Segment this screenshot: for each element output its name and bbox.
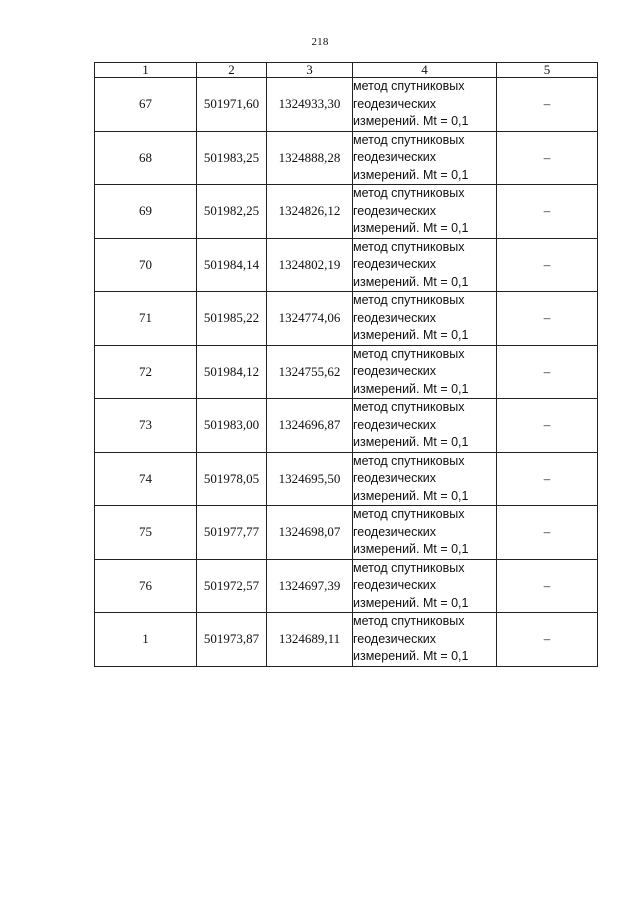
method-line: измерений. Mt = 0,1: [353, 328, 469, 342]
method-cell: [353, 238, 497, 292]
error-cell: –: [497, 238, 598, 292]
header-col-3: 3: [267, 63, 353, 78]
table-row: [95, 292, 598, 346]
method-line: геодезических: [353, 96, 437, 111]
method-line: геодезических: [353, 257, 437, 271]
method-line: метод спутниковых: [353, 400, 465, 414]
y-coordinate-cell: 1324802,19: [267, 238, 353, 292]
table-row: [95, 559, 598, 613]
x-coordinate-cell: 501972,57: [197, 559, 267, 613]
page-number: 218: [311, 36, 329, 48]
error-cell: –: [497, 559, 598, 613]
method-line: метод спутниковых: [353, 186, 465, 200]
method-cell: [353, 292, 497, 346]
error-cell: –: [497, 452, 598, 506]
x-coordinate-cell: 501984,12: [197, 345, 267, 399]
method-line: измерений. Mt = 0,1: [353, 167, 469, 182]
method-cell: [353, 399, 497, 453]
method-line: геодезических: [353, 310, 437, 325]
coordinates-table: [94, 62, 598, 667]
error-cell: –: [497, 292, 598, 346]
error-cell: –: [497, 345, 598, 399]
header-col-2: 2: [197, 63, 267, 78]
x-coordinate-cell: 501984,14: [197, 238, 267, 292]
table-row: [95, 452, 598, 506]
x-coordinate-cell: 501977,77: [197, 506, 267, 560]
error-cell: –: [497, 78, 598, 132]
x-coordinate-cell: 501982,25: [197, 185, 267, 239]
x-coordinate-cell: 501978,05: [197, 452, 267, 506]
point-number-cell: 74: [95, 452, 197, 506]
point-number-cell: 69: [95, 185, 197, 239]
method-line: метод спутниковых: [353, 614, 465, 628]
method-line: измерений. Mt = 0,1: [353, 381, 469, 396]
y-coordinate-cell: 1324695,50: [267, 452, 353, 506]
method-line: метод спутниковых: [353, 132, 465, 147]
method-cell: [353, 78, 497, 132]
header-col-4: 4: [353, 63, 497, 78]
method-line: геодезических: [353, 203, 437, 218]
point-number-cell: 76: [95, 559, 197, 613]
method-cell: [353, 613, 497, 667]
y-coordinate-cell: 1324888,28: [267, 131, 353, 185]
y-coordinate-cell: 1324689,11: [267, 613, 353, 667]
method-line: измерений. Mt = 0,1: [353, 488, 469, 503]
point-number-cell: 67: [95, 78, 197, 132]
table-row: [95, 345, 598, 399]
table-header: [95, 63, 598, 78]
x-coordinate-cell: 501983,00: [197, 399, 267, 453]
method-cell: [353, 185, 497, 239]
point-number-cell: 1: [95, 613, 197, 667]
method-line: метод спутниковых: [353, 346, 465, 361]
method-line: геодезических: [353, 417, 437, 432]
y-coordinate-cell: 1324755,62: [267, 345, 353, 399]
method-cell: [353, 345, 497, 399]
y-coordinate-cell: 1324774,06: [267, 292, 353, 346]
table-row: [95, 185, 598, 239]
table-row: [95, 399, 598, 453]
x-coordinate-cell: 501971,60: [197, 78, 267, 132]
table-row: [95, 613, 598, 667]
method-line: геодезических: [353, 471, 437, 485]
x-coordinate-cell: 501973,87: [197, 613, 267, 667]
method-line: геодезических: [353, 150, 437, 164]
table-row: [95, 78, 598, 132]
point-number-cell: 71: [95, 292, 197, 346]
error-cell: –: [497, 506, 598, 560]
point-number-cell: 75: [95, 506, 197, 560]
error-cell: –: [497, 185, 598, 239]
header-col-5: 5: [497, 63, 598, 78]
point-number-cell: 72: [95, 345, 197, 399]
error-cell: –: [497, 613, 598, 667]
method-line: измерений. Mt = 0,1: [353, 595, 469, 610]
point-number-cell: 68: [95, 131, 197, 185]
method-line: геодезических: [353, 578, 437, 592]
method-line: метод спутниковых: [353, 453, 465, 468]
method-line: метод спутниковых: [353, 560, 465, 575]
table-row: [95, 506, 598, 560]
header-col-1: 1: [95, 63, 197, 78]
y-coordinate-cell: 1324698,07: [267, 506, 353, 560]
method-line: геодезических: [353, 524, 437, 539]
method-line: геодезических: [353, 631, 437, 646]
method-line: метод спутниковых: [353, 239, 465, 254]
method-line: метод спутниковых: [353, 507, 465, 521]
x-coordinate-cell: 501985,22: [197, 292, 267, 346]
method-line: метод спутниковых: [353, 79, 465, 93]
header-row: [95, 63, 598, 78]
method-line: геодезических: [353, 364, 437, 378]
method-line: метод спутниковых: [353, 293, 465, 307]
table-row: [95, 238, 598, 292]
method-line: измерений. Mt = 0,1: [353, 221, 469, 235]
point-number-cell: 70: [95, 238, 197, 292]
table-row: [95, 131, 598, 185]
method-cell: [353, 452, 497, 506]
x-coordinate-cell: 501983,25: [197, 131, 267, 185]
method-line: измерений. Mt = 0,1: [353, 649, 469, 663]
method-line: измерений. Mt = 0,1: [353, 542, 469, 556]
y-coordinate-cell: 1324826,12: [267, 185, 353, 239]
method-cell: [353, 559, 497, 613]
y-coordinate-cell: 1324696,87: [267, 399, 353, 453]
method-line: измерений. Mt = 0,1: [353, 435, 469, 449]
y-coordinate-cell: 1324933,30: [267, 78, 353, 132]
error-cell: –: [497, 131, 598, 185]
method-line: измерений. Mt = 0,1: [353, 274, 469, 289]
error-cell: –: [497, 399, 598, 453]
table-body: [95, 78, 598, 667]
y-coordinate-cell: 1324697,39: [267, 559, 353, 613]
method-cell: [353, 506, 497, 560]
point-number-cell: 73: [95, 399, 197, 453]
method-cell: [353, 131, 497, 185]
method-line: измерений. Mt = 0,1: [353, 114, 469, 128]
